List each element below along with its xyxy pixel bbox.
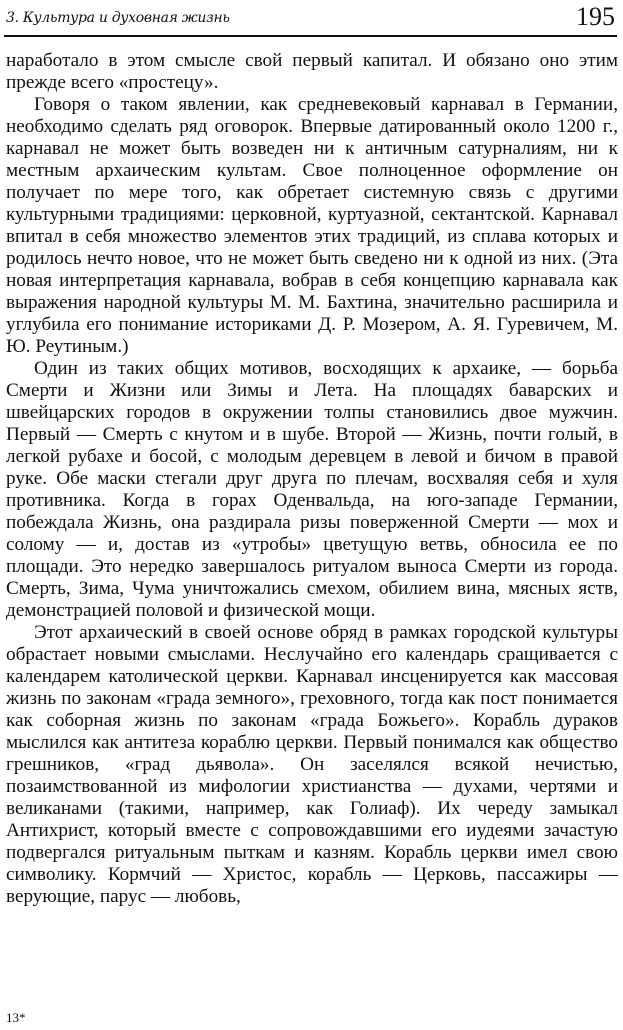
paragraph-carnival-origins: Говоря о таком явлении, как средневековый карнавал в Германии, необходимо сделать ряд оговорок. Впервые датированный около 1200 г., карнавал не может быть возведен ни к античным сатурналиям, ни к местным архаическим культам. Свое полноценное оформление он получает по мере того, как обретает системную связь с другими культурными традициями: церковной, куртуазной, сектантской. Карнавал впитал в себя множество элементов этих традиций, из сплава которых и родилось нечто новое, что не может быть сведено ни к одной из них. (Эта новая интерпретация карнавала, вобрав в себя концепцию карнавала как выражения народной культуры М. М. Бахтина, значительно расширила и углубила его понимание историками Д. Р. Мозером, А. Я. Гуревичем, М. Ю. Реутиным.) (6, 94, 618, 357)
signature-mark: 13* (6, 1010, 26, 1025)
paragraph-ship-of-fools: Этот архаический в своей основе обряд в рамках городской культуры обрастает новыми смыслами. Неслучайно его календарь сращивается с календарем католической церкви. Карнавал инсценируется как массовая жизнь по законам «града земного», греховного, тогда как пост понимается как соборная жизнь по законам «града Божьего». Корабль дураков мыслился как антитеза кораблю церкви. Первый понимался как общество грешников, «град дьявола». Он заселялся всякой нечистью, позаимствованной из мифологии христианства — духами, чертями и великанами (такими, например, как Голиаф). Их череду замыкал Антихрист, который вместе с сопровождавшими его иудеями зачастую подвергался ритуальным пыткам и казням. Корабль церкви имел свою символику. Кормчий — Христос, корабль — Церковь, пассажиры — верующие, парус — любовь, (6, 622, 618, 907)
paragraph-continuation: наработало в этом смысле свой первый капитал. И обязано оно этим прежде всего «простецу». (6, 50, 618, 93)
page-number: 195 (576, 2, 615, 31)
body-text (6, 50, 618, 908)
paragraph-death-and-life: Один из таких общих мотивов, восходящих к архаике, — борьба Смерти и Жизни или Зимы и Лета. На площадях баварских и швейцарских городов в окружении толпы становились двое мужчин. Первый — Смерть с кнутом и в шубе. Второй — Жизнь, почти голый, в легкой рубахе и босой, с молодым деревцем в левой и бичом в правой руке. Обе маски стегали друг друга по плечам, восхваляя себя и хуля противника. Когда в горах Оденвальда, на юго-западе Германии, побеждала Жизнь, она раздирала ризы поверженной Смерти — мох и солому — и, достав из «утробы» цветущую ветвь, обносила ее по площади. Это нередко завершалось ритуалом выноса Смерти из города. Смерть, Зима, Чума уничтожались смехом, обилием вина, мясных яств, демонстрацией половой и физической мощи. (6, 358, 618, 621)
header-rule (4, 35, 617, 37)
running-head: 3. Культура и духовная жизнь (6, 10, 230, 26)
